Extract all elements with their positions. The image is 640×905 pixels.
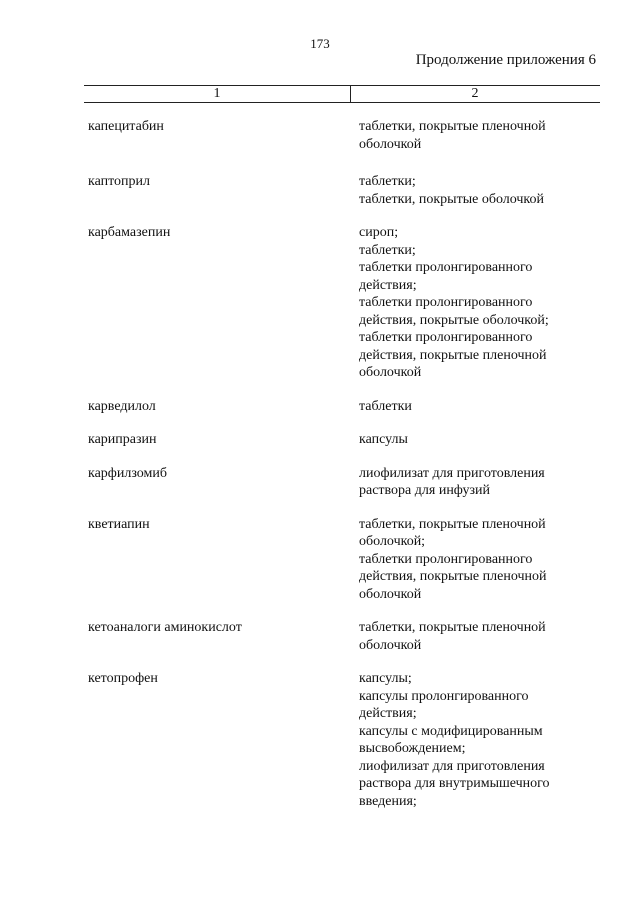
dosage-form-line: оболочкой bbox=[359, 637, 422, 653]
dosage-form-line: введения; bbox=[359, 793, 417, 809]
table-row bbox=[0, 516, 640, 604]
drug-name: карбамазепин bbox=[88, 225, 171, 240]
dosage-form-line: таблетки; bbox=[359, 242, 416, 258]
dosage-form-line: оболочкой bbox=[359, 365, 422, 380]
column-header-2: 2 bbox=[471, 86, 479, 101]
dosage-form-line: капсулы пролонгированного bbox=[359, 688, 529, 704]
dosage-form-line: таблетки, покрытые пленочной bbox=[359, 119, 546, 134]
dosage-forms bbox=[359, 173, 599, 208]
dosage-form-line: таблетки bbox=[359, 398, 412, 414]
drug-name: карипразин bbox=[88, 432, 157, 447]
dosage-forms bbox=[359, 224, 599, 382]
table-row bbox=[0, 118, 640, 153]
drug-name: кетоаналоги аминокислот bbox=[88, 620, 242, 635]
dosage-form-line: таблетки, покрытые оболочкой bbox=[359, 191, 545, 207]
dosage-form-line: таблетки пролонгированного bbox=[359, 295, 533, 310]
dosage-form-line: действия, покрытые пленочной bbox=[359, 569, 547, 584]
dosage-form-line: таблетки пролонгированного bbox=[359, 330, 533, 345]
dosage-form-line: действия, покрытые оболочкой; bbox=[359, 312, 549, 328]
drug-name: карведилол bbox=[88, 398, 156, 414]
dosage-form-line: таблетки; bbox=[359, 174, 416, 189]
drug-name: каптоприл bbox=[88, 174, 151, 189]
dosage-form-line: оболочкой; bbox=[359, 534, 426, 549]
dosage-form-line: лиофилизат для приготовления bbox=[359, 465, 545, 481]
dosage-form-line: действия; bbox=[359, 706, 417, 721]
dosage-forms bbox=[359, 118, 599, 153]
table-row bbox=[0, 465, 640, 500]
dosage-form-line: таблетки пролонгированного bbox=[359, 260, 533, 275]
table-row bbox=[0, 173, 640, 208]
dosage-forms bbox=[359, 398, 599, 416]
dosage-forms bbox=[359, 465, 599, 500]
drug-name: карфилзомиб bbox=[88, 465, 168, 481]
dosage-form-line: таблетки пролонгированного bbox=[359, 551, 533, 567]
dosage-form-line: действия, покрытые пленочной bbox=[359, 347, 547, 363]
table-row bbox=[0, 431, 640, 449]
dosage-forms bbox=[359, 670, 599, 810]
dosage-form-line: оболочкой bbox=[359, 136, 422, 152]
dosage-form-line: сироп; bbox=[359, 225, 399, 240]
dosage-forms bbox=[359, 431, 599, 449]
drug-name: кетопрофен bbox=[88, 671, 158, 686]
dosage-forms bbox=[359, 619, 599, 654]
dosage-form-line: капсулы bbox=[359, 432, 408, 447]
drug-name: капецитабин bbox=[88, 119, 164, 134]
column-header-1: 1 bbox=[213, 86, 221, 101]
table-row bbox=[0, 224, 640, 382]
dosage-form-line: раствора для внутримышечного bbox=[359, 776, 550, 791]
table-row bbox=[0, 670, 640, 810]
dosage-forms bbox=[359, 516, 599, 604]
page-number: 173 bbox=[310, 36, 330, 51]
table-row bbox=[0, 619, 640, 654]
table-row bbox=[0, 398, 640, 416]
dosage-form-line: раствора для инфузий bbox=[359, 483, 491, 498]
dosage-form-line: капсулы; bbox=[359, 671, 412, 686]
dosage-form-line: высвобождением; bbox=[359, 741, 466, 756]
dosage-form-line: таблетки, покрытые пленочной bbox=[359, 516, 546, 532]
dosage-form-line: оболочкой bbox=[359, 586, 422, 602]
dosage-form-line: капсулы с модифицированным bbox=[359, 723, 543, 739]
drug-table-body bbox=[0, 118, 640, 810]
drug-name: кветиапин bbox=[88, 516, 150, 532]
table-header-bottom-rule bbox=[84, 102, 600, 103]
dosage-form-line: действия; bbox=[359, 277, 417, 293]
dosage-form-line: таблетки, покрытые пленочной bbox=[359, 620, 546, 635]
dosage-form-line: лиофилизат для приготовления bbox=[359, 758, 545, 774]
appendix-continuation-label: Продолжение приложения 6 bbox=[415, 52, 596, 68]
